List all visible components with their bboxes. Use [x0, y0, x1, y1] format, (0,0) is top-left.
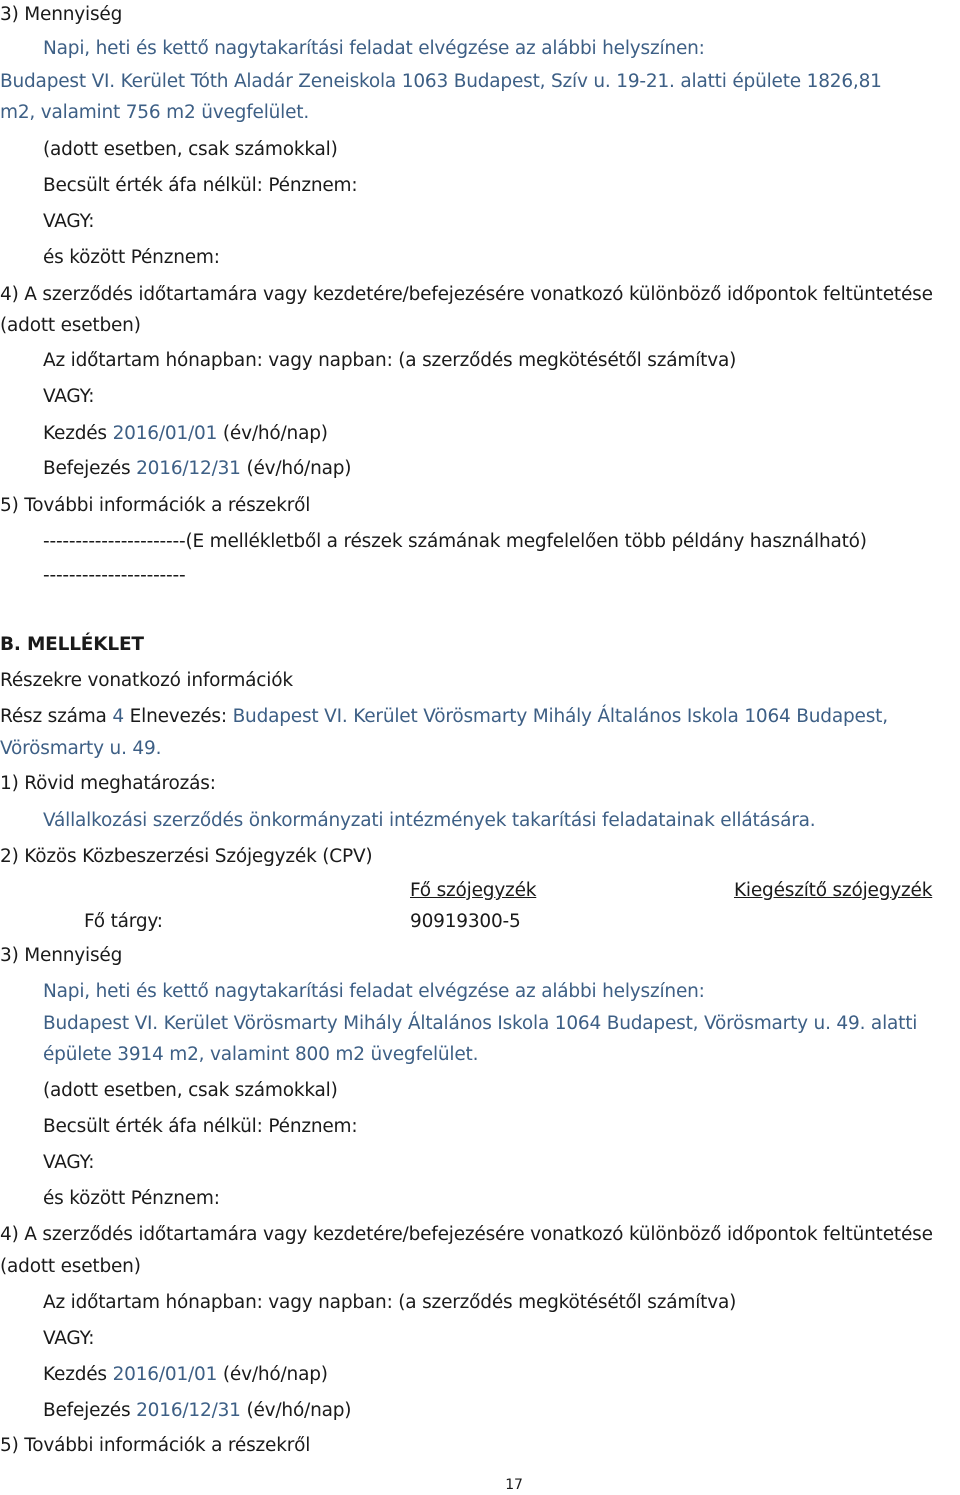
befejezes-date: 2016/12/31	[136, 1400, 241, 1421]
kozott-penznem: és között Pénznem:	[43, 1188, 220, 1209]
cpv-heading: 2) Közös Közbeszerzési Szójegyzék (CPV)	[0, 846, 373, 867]
idotartam-line: Az időtartam hónapban: vagy napban: (a szerződés megkötésétől számítva)	[43, 350, 737, 371]
befejezes-unit: (év/hó/nap)	[246, 1400, 352, 1421]
separator-note: ----------------------(E mellékletből a részek számának megfelelően több példány használható)	[43, 531, 867, 552]
quantity-text: Budapest VI. Kerület Tóth Aladár Zeneiskola 1063 Budapest, Szív u. 19-21. alatti épülete 1826,81	[0, 71, 882, 92]
adott-esetben-note: (adott esetben, csak számokkal)	[43, 139, 338, 160]
quantity-heading: 3) Mennyiség	[0, 4, 123, 25]
idotartam-line: Az időtartam hónapban: vagy napban: (a szerződés megkötésétől számítva)	[43, 1292, 737, 1313]
annex-subtitle: Részekre vonatkozó információk	[0, 670, 293, 691]
kezdes-unit: (év/hó/nap)	[222, 423, 328, 444]
elnevezes-value-cont: Vörösmarty u. 49.	[0, 738, 162, 759]
kezdes-line	[43, 1362, 328, 1388]
kezdes-date: 2016/01/01	[112, 1364, 218, 1385]
resz-label: Rész száma	[0, 706, 107, 727]
adott-esetben-note: (adott esetben, csak számokkal)	[43, 1080, 338, 1101]
vagy-label: VAGY:	[43, 1328, 95, 1349]
page-number: 17	[505, 1477, 523, 1493]
duration-adott: (adott esetben)	[0, 1256, 141, 1277]
resz-number: 4	[112, 706, 124, 727]
kezdes-label: Kezdés	[43, 423, 107, 444]
info-heading: 5) További információk a részekről	[0, 495, 311, 516]
elnevezes-value: Budapest VI. Kerület Vörösmarty Mihály Általános Iskola 1064 Budapest,	[232, 706, 888, 727]
kozott-penznem: és között Pénznem:	[43, 247, 220, 268]
kezdes-unit: (év/hó/nap)	[222, 1364, 328, 1385]
fo-szojegyzek-header: Fő szójegyzék	[410, 880, 537, 901]
befejezes-line	[43, 1398, 351, 1424]
info-heading: 5) További információk a részekről	[0, 1435, 311, 1456]
duration-heading: 4) A szerződés időtartamára vagy kezdetére/befejezésére vonatkozó különböző időpontok feltüntetése	[0, 1224, 933, 1245]
vagy-label: VAGY:	[43, 386, 95, 407]
becsult-ertek: Becsült érték áfa nélkül: Pénznem:	[43, 175, 358, 196]
kezdes-label: Kezdés	[43, 1364, 107, 1385]
rovid-heading: 1) Rövid meghatározás:	[0, 773, 216, 794]
becsult-ertek: Becsült érték áfa nélkül: Pénznem:	[43, 1116, 358, 1137]
kiegeszito-szojegyzek-header: Kiegészítő szójegyzék	[734, 880, 933, 901]
elnevezes-label: Elnevezés:	[129, 706, 227, 727]
rovid-text: Vállalkozási szerződés önkormányzati intézmények takarítási feladatainak ellátására.	[43, 810, 816, 831]
befejezes-date: 2016/12/31	[136, 458, 241, 479]
befejezes-line	[43, 456, 351, 482]
befejezes-unit: (év/hó/nap)	[246, 458, 352, 479]
quantity-heading: 3) Mennyiség	[0, 945, 123, 966]
annex-title: B. MELLÉKLET	[0, 634, 144, 655]
fo-targy-label: Fő tárgy:	[84, 911, 163, 932]
kezdes-date: 2016/01/01	[112, 423, 218, 444]
quantity-text: Napi, heti és kettő nagytakarítási feladat elvégzése az alábbi helyszínen:	[43, 981, 705, 1002]
kezdes-line	[43, 421, 328, 447]
quantity-text: Napi, heti és kettő nagytakarítási feladat elvégzése az alábbi helyszínen:	[43, 38, 705, 59]
quantity-text: m2, valamint 756 m2 üvegfelület.	[0, 102, 310, 123]
befejezes-label: Befejezés	[43, 1400, 131, 1421]
quantity-text: épülete 3914 m2, valamint 800 m2 üvegfelület.	[43, 1044, 479, 1065]
duration-adott: (adott esetben)	[0, 315, 141, 336]
duration-heading: 4) A szerződés időtartamára vagy kezdetére/befejezésére vonatkozó különböző időpontok feltüntetése	[0, 284, 933, 305]
vagy-label: VAGY:	[43, 211, 95, 232]
separator-dashes: ----------------------	[43, 565, 186, 586]
resz-line	[0, 704, 888, 730]
befejezes-label: Befejezés	[43, 458, 131, 479]
quantity-text: Budapest VI. Kerület Vörösmarty Mihály Általános Iskola 1064 Budapest, Vörösmarty u. 49. alatti	[43, 1013, 918, 1034]
vagy-label: VAGY:	[43, 1152, 95, 1173]
fo-targy-code: 90919300-5	[410, 911, 521, 932]
